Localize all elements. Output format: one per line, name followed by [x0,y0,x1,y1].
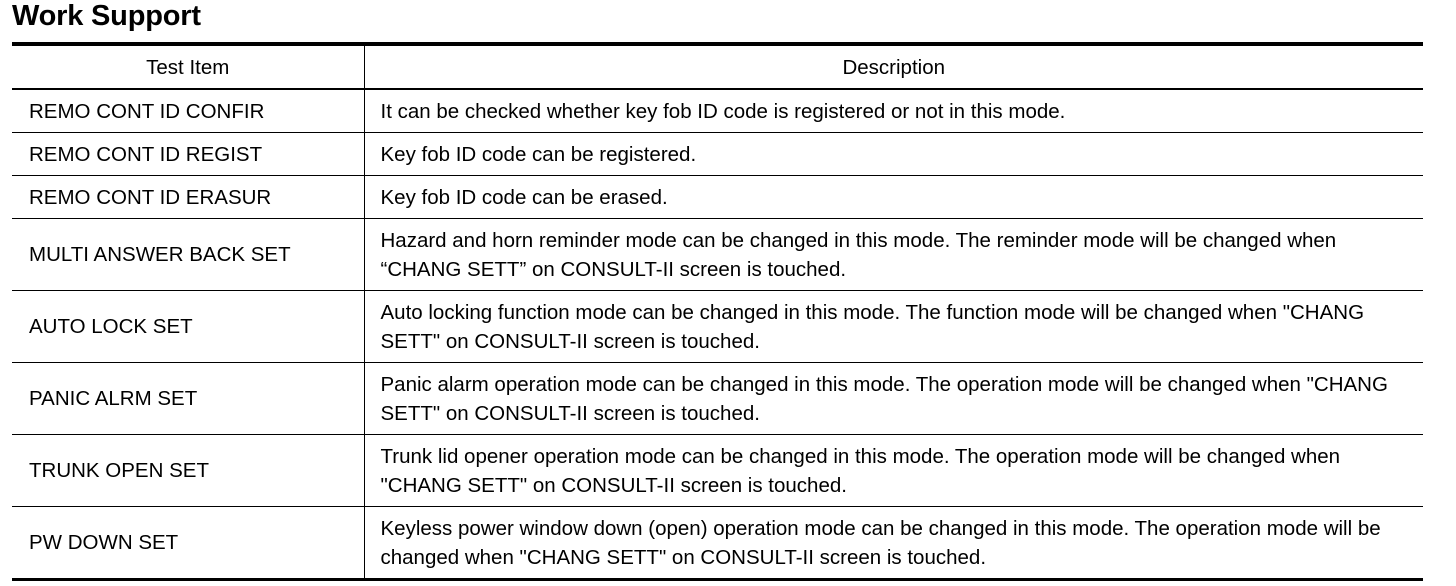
test-item-cell: PW DOWN SET [12,507,364,580]
table-header [12,44,1423,89]
test-item-cell: PANIC ALRM SET [12,363,364,435]
test-item-cell: REMO CONT ID ERASUR [12,176,364,219]
description-cell: Panic alarm operation mode can be changed in this mode. The operation mode will be changed when "CHANG SETT" on CONSULT-II screen is touched. [364,363,1423,435]
description-column-header: Description [364,44,1423,89]
work-support-table-container [12,42,1423,581]
table-row [12,435,1423,507]
description-cell: Key fob ID code can be erased. [364,176,1423,219]
table-row [12,176,1423,219]
test-item-cell: AUTO LOCK SET [12,291,364,363]
description-cell: Key fob ID code can be registered. [364,133,1423,176]
table-row [12,89,1423,133]
page-title: Work Support [12,0,201,32]
test-item-cell: MULTI ANSWER BACK SET [12,219,364,291]
description-cell: Keyless power window down (open) operation mode can be changed in this mode. The operation mode will be changed when "CHANG SETT" on CONSULT-II screen is touched. [364,507,1423,580]
test-item-column-header: Test Item [12,44,364,89]
table-row [12,133,1423,176]
table-header-row [12,44,1423,89]
test-item-cell: TRUNK OPEN SET [12,435,364,507]
table-row [12,219,1423,291]
description-cell: It can be checked whether key fob ID code is registered or not in this mode. [364,89,1423,133]
description-cell: Trunk lid opener operation mode can be changed in this mode. The operation mode will be changed when "CHANG SETT" on CONSULT-II screen is touched. [364,435,1423,507]
test-item-cell: REMO CONT ID CONFIR [12,89,364,133]
work-support-table [12,42,1423,581]
table-body [12,89,1423,580]
table-row [12,291,1423,363]
table-row [12,507,1423,580]
description-cell: Auto locking function mode can be changed in this mode. The function mode will be changed when "CHANG SETT" on CONSULT-II screen is touched. [364,291,1423,363]
table-row [12,363,1423,435]
test-item-cell: REMO CONT ID REGIST [12,133,364,176]
description-cell: Hazard and horn reminder mode can be changed in this mode. The reminder mode will be changed when “CHANG SETT” on CONSULT-II screen is touched. [364,219,1423,291]
